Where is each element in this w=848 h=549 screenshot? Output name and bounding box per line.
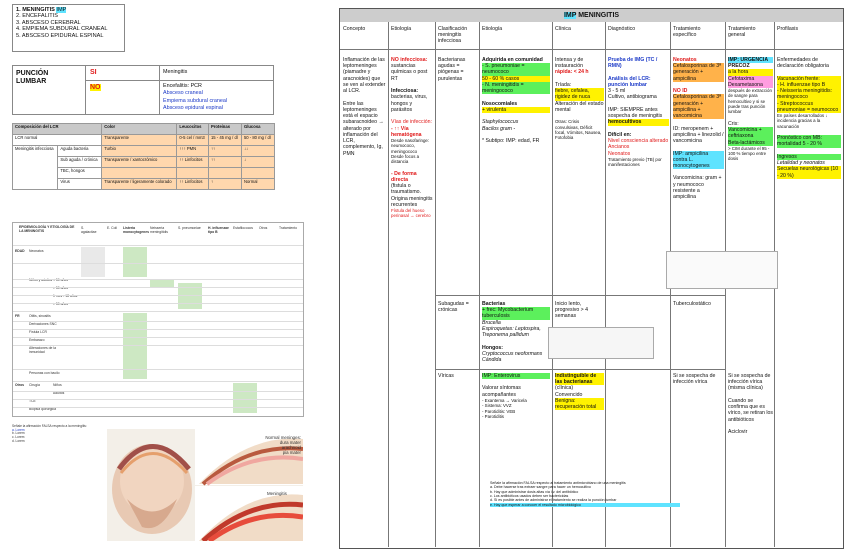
etiologia-cell: NO infecciosa: sustancias químicas o post RT Infecciosa: bacterias, virus, hongos y parásitos Vías de infección: - ↑↑ Vía hematógena Desde nasofaringe: neumococo, meningococo Desde focos a distancia - De forma directa (fistula o traumatismo. Origina meningitis recurrentes Fístula del hueso perinasal → cerebro bbox=[391, 57, 433, 219]
list-item: 1. MENINGITIS IMP bbox=[16, 7, 67, 13]
clasif-viricas: Víricas bbox=[438, 373, 454, 379]
col-header: Clínica bbox=[555, 26, 571, 32]
embedded-note-image bbox=[548, 327, 654, 359]
clinica-cronica: Inicio lento, progresivo > 4 semanas bbox=[555, 301, 589, 320]
tratamiento-viral-cell: Si se sospecha de infección vírica (misma clínica) Cuando se confirma que es vírico, se retiran los antibióticos Aciclovir bbox=[728, 373, 773, 436]
col-header: Tratamiento específico bbox=[673, 26, 701, 38]
table-row: TBC, hongos bbox=[13, 168, 275, 179]
no-list: Encefalitis: PCR Absceso craneal Empiema subdural craneal Absceso epidural espinal bbox=[163, 83, 228, 111]
clinica-cell: Intensa y de instauración rápida: < 24 h Tríada: fiebre, cefalea, rigidez de nuca Alteración del estado mental Otras: Crisis convulsivas, Déficit focal, Vómitos, Nausea, Fotofobia bbox=[555, 57, 604, 141]
main-title: IMP MENINGITIS bbox=[340, 9, 843, 22]
puncion-lumbar-box bbox=[12, 65, 274, 115]
etiologia-cronica-cell: Bacterias + frec: Mycobacterium tuberculosis Brucella Espiroquetas: Leptospira, Treponema pallidum Hongos: Cryptococcus neoformans Cándida bbox=[482, 301, 550, 363]
meningitis-table bbox=[339, 8, 844, 549]
si-text: Meningitis bbox=[163, 69, 188, 75]
col-header: Tratamiento general bbox=[728, 26, 756, 38]
col-header: Diagnóstico bbox=[608, 26, 636, 32]
question-snippet: Señale la afirmación FALSA respecto a la meningitis: a. Lorem b. Lorem c. Lorem d. Lorem bbox=[12, 424, 87, 443]
meninges-illustration: Normal meninges: dura mater arachnoid pia mater Meningitis bbox=[107, 429, 303, 541]
list-item: 3. ABSCESO CEREBRAL bbox=[16, 19, 81, 26]
diagnostico-cell: Prueba de IMG (TC / RMN) Análisis del LCR: punción lumbar 3 - 5 ml Cultivo, antibiograma IMP: SIEMPRE antes sospecha de meningitis hemocultivos Difícil en: Nivel consciencia alterado Ancianos Neonatos Tratamiento previo (TB) por manifestaciones bbox=[608, 57, 669, 168]
table-row: Sub aguda / crónica Transparente / xantocrómico ↑↑ Linfocitos ↑↑ ↓ bbox=[13, 157, 275, 168]
table-row: LCR normal Transparente 0-5 cel / mm3 15 - 45 mg / dl 50 - 80 mg / dl bbox=[13, 135, 275, 146]
list-item: 5. ABSCESO EPIDURAL ESPINAL bbox=[16, 32, 104, 39]
col-header: Concepto bbox=[343, 26, 366, 32]
epidemiology-table: EPIDEMIOLOGÍA Y ETIOLOGÍA DE LA MENINGITIS S. agalactiae E. Coli Listeria monocytogenes Neisseria meningitidis S. pneumoniae H. influenzae tipo B Estafilococos Otros Tratamiento EDAD Neonatos Niños y adultos < 50 años > 50 años 1 mes - 18 años > 50 años FR Otitis, sinusitis Derivaciones SNC Fístula LCR Embarazo Alteraciones de la inmunidad Personas con bacilo Otros Cirugía Niños Adultos TCE Biopsia quirúrgica bbox=[12, 222, 304, 417]
list-item: 2. ENCEFALITIS bbox=[16, 13, 58, 20]
clasif-subagudas: Subagudas = crónicas bbox=[438, 301, 469, 314]
col-header: Etiología bbox=[391, 26, 412, 32]
diag-viral: Si se sospecha de infección vírica bbox=[673, 373, 716, 386]
puncion-title: PUNCIÓN LUMBAR bbox=[16, 70, 49, 86]
clinica-viral: Indistinguible de las bacterianas (clínica) Convencido Benigna: recuperación total bbox=[555, 373, 604, 410]
col-header: Etiología bbox=[482, 26, 503, 32]
embedded-table-image bbox=[666, 251, 778, 289]
quiz-block: Señale la afirmación FALSA respecto al tratamiento antimicrobiano de una meningitis a. Debe hacerse tras extraer sangre para hacer un hemocultivo b. Hay que administrar dosis altas vía i.v. del antibiótico c. Los antibióticos usados deben ser bactericidas d. Si es posible antes de administrar el tratamiento se realiza la punción lumbar e. Hay que esperar a conocer el resultado microbiológico bbox=[490, 481, 680, 507]
no-label: NO bbox=[90, 84, 101, 91]
tratamiento-especifico-cell: Neonatos Cefalosporinas de 3ª generación + ampicilina NO ID Cefalosporinas de 3ª generación + ampicilina + vancomicina ID: meropenem + ampicilina + linezolid / vancomicina IMP: ampicilina contra L. monocytogenes Vancomicina: gram + y neumococo resistente a ampicilina bbox=[673, 57, 724, 201]
diag-cronica: Tuberculostático bbox=[673, 301, 711, 307]
table-row: Meningitis infecciosa Aguda bacteria Turbio ↑↑↑ PMN ↑↑ ↓↓ bbox=[13, 146, 275, 157]
tratamiento-general-cell: IMP: URGENCIA PRECOZ a la hora Cefotaxima Dexametasona después de extracción de sangre para hemocultivo y si se puede tras punción lumbar Cris: Vancomicina + ceftriaxona Beta-lactámicos > CIM durante el 95 - 100 % tiempo entre dosis bbox=[728, 57, 772, 162]
list-item: 4. EMPIEMA SUBDURAL CRANEAL bbox=[16, 26, 108, 33]
concepto-cell: Inflamación de las leptomeninges (piamadre y aracnoides) que se ven al extender al LCR. Entre las leptomeninges está el espacio subaracnoideo → alterado por inflamación del LCR, complemento, Ig, PMN bbox=[343, 57, 386, 157]
si-label: SI bbox=[90, 69, 97, 76]
profilaxis-cell: Enfermedades de declaración obligatoria Vacunación frente: - H. influenzae tipo B - Neisseria meningitidis: meningococo - Streptococcus pneumoniae = neumococo En países desarrollados ↓ incidencia gracias a la vacunación Pronóstico con MB: mortalidad 5 - 20 % Ingresos Letalidad y neonatos Secuelas neurológicas (10 - 20 %) bbox=[777, 57, 841, 179]
clasif-bacterianas: Bacterianas agudas = piógenas = purulentas bbox=[438, 57, 466, 82]
col-header: Profilaxis bbox=[777, 26, 799, 32]
imp-tag: IMP bbox=[56, 7, 67, 13]
etiologia-viral-cell: IMP: Enterovirus Valorar síntomas acompañantes - Exantema → Varicela - Sistema: VVZ - Parotiditis: VEB - Parotiditis bbox=[482, 373, 550, 419]
topic-list bbox=[12, 4, 125, 52]
lcr-table: Composición del LCR Color Leucocitos Proteínas Glucosa LCR normal Transparente 0-5 cel / mm3 15 - 45 mg / dl 50 - 80 mg / dl Meningitis infecciosa Aguda bacteria Turbio ↑↑↑ PMN ↑↑ ↓↓ Sub aguda / crónica Transparente / xantocrómico ↑↑ Linfocitos ↑↑ ↓ TBC, hongos Virus Transparente / ligeramente colorado ↑↑ Linfocitos ↑ Normal bbox=[12, 123, 275, 190]
etiologia-bacteriana-cell: Adquirida en comunidad - S. pneumoniae = neumococo 50 - 60 % casos - N. meningitidis = meningococo Nosocomiales + virulenta Staphylococcus Bacilos gram - * Subtipo: IMP: edad, FR bbox=[482, 57, 550, 144]
table-row: Virus Transparente / ligeramente colorado ↑↑ Linfocitos ↑ Normal bbox=[13, 179, 275, 190]
col-header: Clasificación meningitis infecciosa bbox=[438, 26, 468, 44]
